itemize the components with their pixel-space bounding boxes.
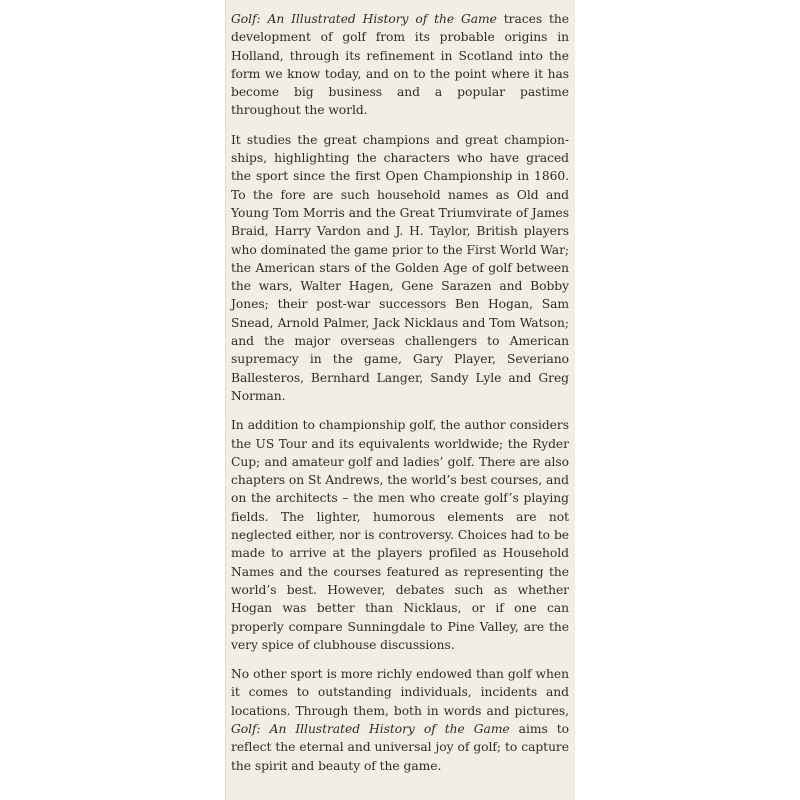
page-edge <box>225 0 226 800</box>
book-page <box>225 0 575 800</box>
paragraph-text: traces the development of golf from its probable origins in Holland, through its refinement in Scotland into the form we know today, and on to the point where it has become big business and a popular pastime throughout the world. <box>231 12 569 118</box>
paragraph-4 <box>231 665 569 775</box>
paragraph-text: aims to reflect the eternal and universal joy of golf; to capture the spirit and beauty of the game. <box>231 721 569 773</box>
paragraph-2 <box>231 131 569 405</box>
book-title-italic: Golf: An Illustrated History of the Game <box>231 12 497 26</box>
paragraph-1 <box>231 10 569 120</box>
blurb-text <box>231 10 569 786</box>
paragraph-text: In addition to championship golf, the author considers the US Tour and its equivalents worldwide; the Ryder Cup; and amateur golf and ladies’ golf. There are also chapters on St Andrews, the world’s best courses, and on the architects – the men who create golf’s playing fields. The lighter, humorous elements are not neglected either, nor is controversy. Choices had to be made to arrive at the players profiled as Household Names and the courses featured as representing the world’s best. However, debates such as whether Hogan was better than Nicklaus, or if one can properly compare Sunningdale to Pine Valley, are the very spice of clubhouse discussions. <box>231 418 569 652</box>
paragraph-3 <box>231 416 569 654</box>
paragraph-text: No other sport is more richly endowed than golf when it comes to outstanding individuals, incidents and locations. Through them, both in words and pictures, <box>231 667 569 718</box>
paragraph-text: It studies the great champions and great championships, highlighting the characters who have graced the sport since the first Open Championship in 1860. To the fore are such household names as Old and Young Tom Morris and the Great Triumvirate of James Braid, Harry Vardon and J. H. Taylor, British players who dominated the game prior to the First World War; the American stars of the Golden Age of golf between the wars, Walter Hagen, Gene Sarazen and Bobby Jones; their post-war successors Ben Hogan, Sam Snead, Arnold Palmer, Jack Nicklaus and Tom Watson; and the major overseas challengers to American supremacy in the game, Gary Player, Severiano Ballesteros, Bernhard Langer, Sandy Lyle and Greg Norman. <box>231 132 569 403</box>
book-title-italic: Golf: An Illustrated History of the Game <box>231 721 510 736</box>
